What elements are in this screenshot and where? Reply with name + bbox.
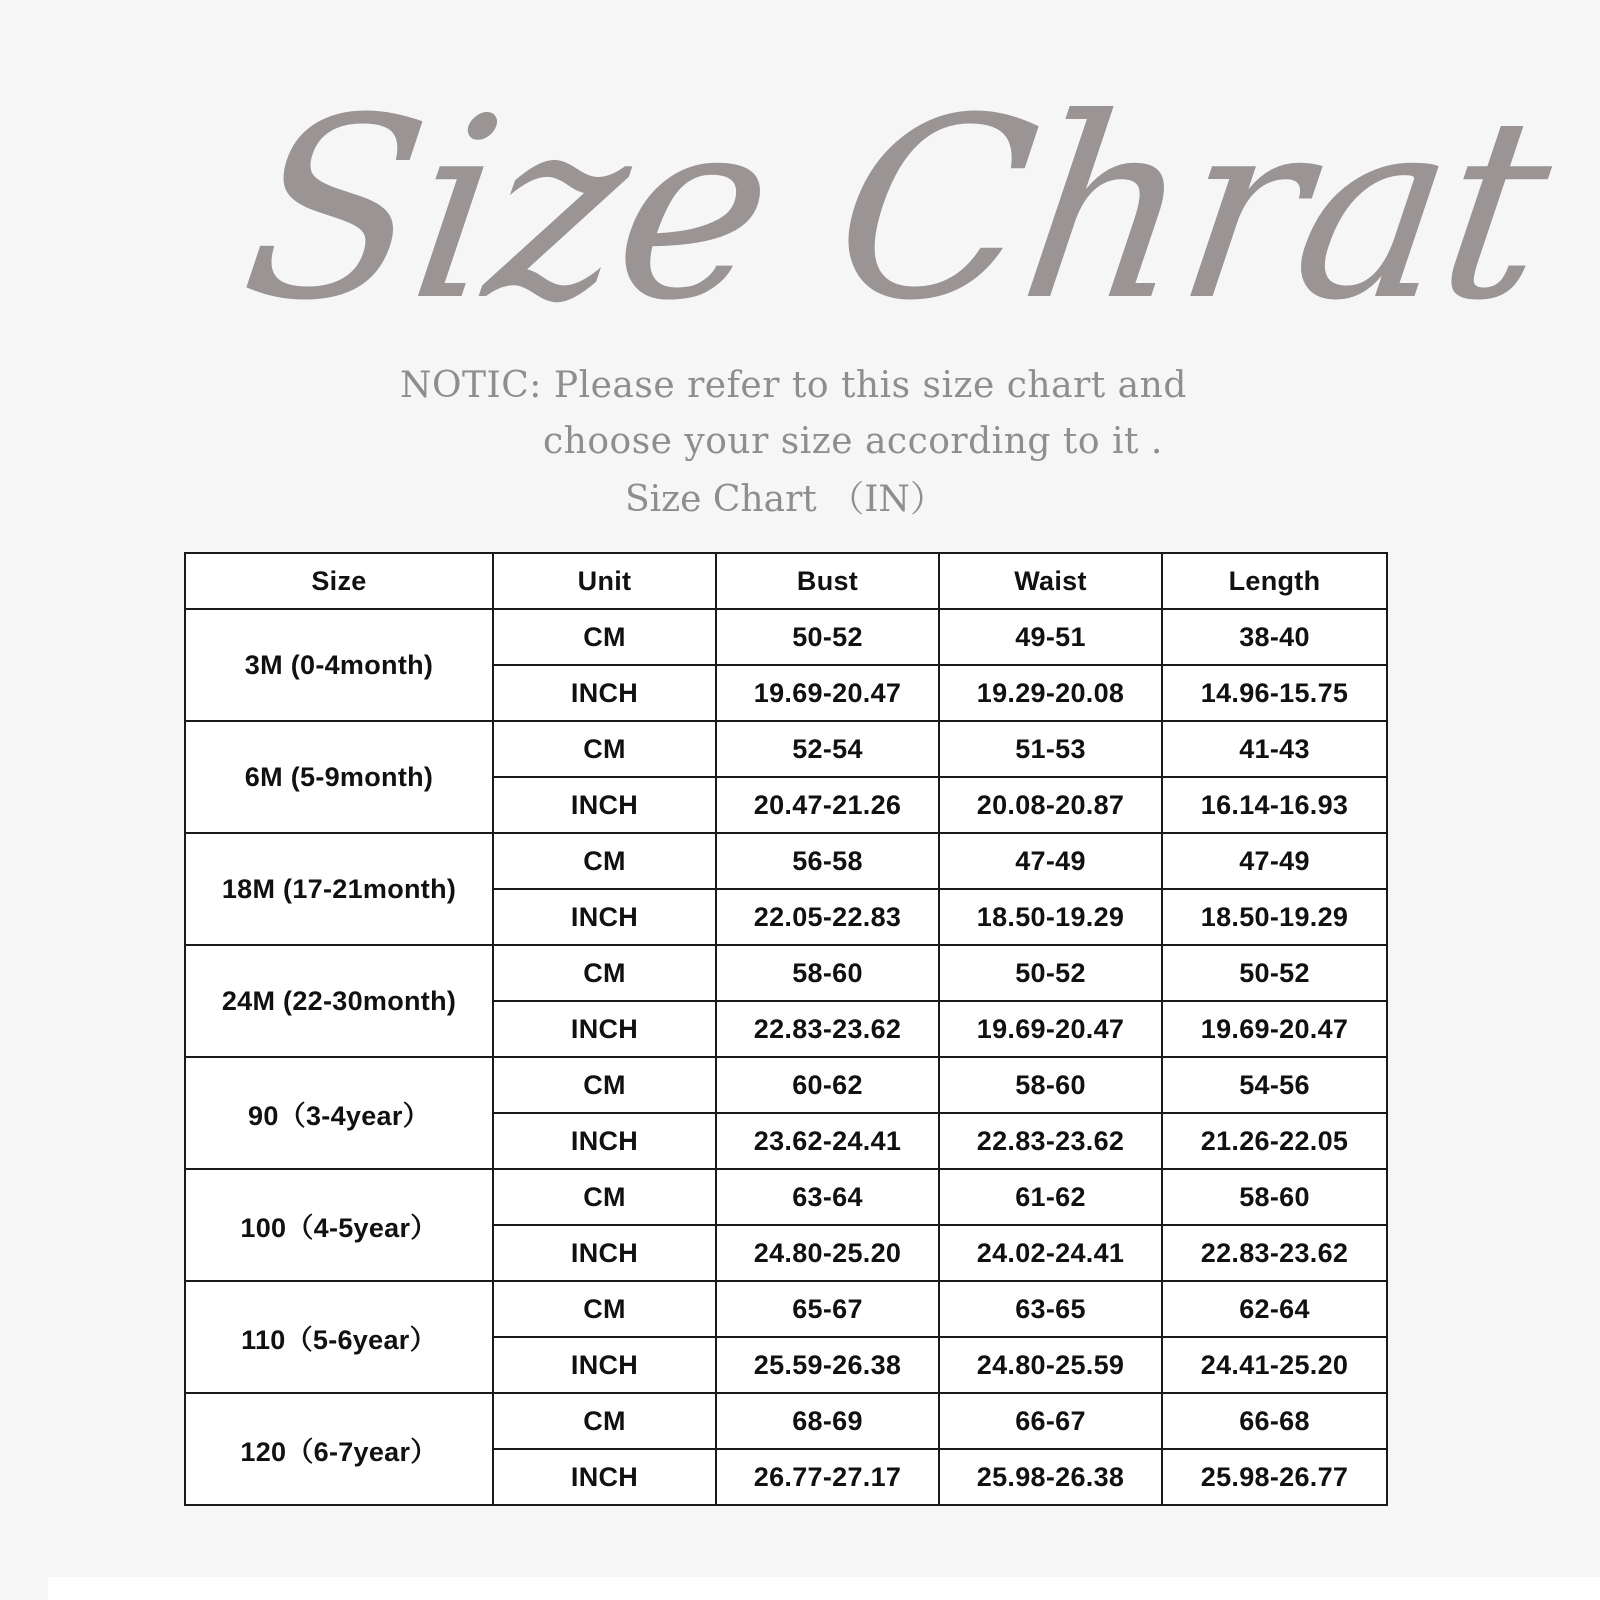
bust-cell: 22.05-22.83 (716, 889, 939, 945)
waist-cell: 18.50-19.29 (939, 889, 1162, 945)
length-cell: 58-60 (1162, 1169, 1387, 1225)
page-title: Size Chrat (229, 64, 1563, 355)
unit-cell: INCH (493, 1001, 716, 1057)
length-cell: 47-49 (1162, 833, 1387, 889)
length-cell: 14.96-15.75 (1162, 665, 1387, 721)
length-cell: 25.98-26.77 (1162, 1449, 1387, 1505)
bust-cell: 24.80-25.20 (716, 1225, 939, 1281)
waist-cell: 63-65 (939, 1281, 1162, 1337)
waist-cell: 19.69-20.47 (939, 1001, 1162, 1057)
size-cell: 120（6-7year） (185, 1393, 493, 1505)
bust-cell: 20.47-21.26 (716, 777, 939, 833)
length-cell: 21.26-22.05 (1162, 1113, 1387, 1169)
table-body (185, 609, 1387, 1505)
bust-cell: 65-67 (716, 1281, 939, 1337)
length-cell: 54-56 (1162, 1057, 1387, 1113)
header-unit: Unit (493, 553, 716, 609)
unit-cell: CM (493, 721, 716, 777)
notice-line-1: NOTIC: Please refer to this size chart and (400, 365, 1187, 406)
size-cell: 18M (17-21month) (185, 833, 493, 945)
size-cell: 110（5-6year） (185, 1281, 493, 1393)
unit-cell: INCH (493, 1113, 716, 1169)
table-row (185, 945, 1387, 1001)
header-bust: Bust (716, 553, 939, 609)
size-cell: 3M (0-4month) (185, 609, 493, 721)
waist-cell: 49-51 (939, 609, 1162, 665)
waist-cell: 66-67 (939, 1393, 1162, 1449)
waist-cell: 22.83-23.62 (939, 1113, 1162, 1169)
waist-cell: 50-52 (939, 945, 1162, 1001)
table-row (185, 609, 1387, 665)
length-cell: 41-43 (1162, 721, 1387, 777)
bust-cell: 23.62-24.41 (716, 1113, 939, 1169)
waist-cell: 58-60 (939, 1057, 1162, 1113)
bottom-white-band (48, 1577, 1600, 1600)
waist-cell: 25.98-26.38 (939, 1449, 1162, 1505)
bust-cell: 19.69-20.47 (716, 665, 939, 721)
length-cell: 18.50-19.29 (1162, 889, 1387, 945)
bust-cell: 22.83-23.62 (716, 1001, 939, 1057)
unit-cell: INCH (493, 889, 716, 945)
length-cell: 38-40 (1162, 609, 1387, 665)
unit-cell: INCH (493, 1449, 716, 1505)
waist-cell: 51-53 (939, 721, 1162, 777)
table-row (185, 833, 1387, 889)
length-cell: 66-68 (1162, 1393, 1387, 1449)
waist-cell: 20.08-20.87 (939, 777, 1162, 833)
bust-cell: 58-60 (716, 945, 939, 1001)
table-row (185, 1393, 1387, 1449)
length-cell: 62-64 (1162, 1281, 1387, 1337)
bust-cell: 68-69 (716, 1393, 939, 1449)
waist-cell: 24.80-25.59 (939, 1337, 1162, 1393)
bust-cell: 56-58 (716, 833, 939, 889)
bust-cell: 60-62 (716, 1057, 939, 1113)
size-cell: 24M (22-30month) (185, 945, 493, 1057)
header-length: Length (1162, 553, 1387, 609)
bust-cell: 52-54 (716, 721, 939, 777)
bust-cell: 63-64 (716, 1169, 939, 1225)
bust-cell: 25.59-26.38 (716, 1337, 939, 1393)
unit-cell: INCH (493, 1225, 716, 1281)
table-row (185, 1169, 1387, 1225)
length-cell: 22.83-23.62 (1162, 1225, 1387, 1281)
length-cell: 24.41-25.20 (1162, 1337, 1387, 1393)
unit-cell: CM (493, 1393, 716, 1449)
length-cell: 50-52 (1162, 945, 1387, 1001)
header-size: Size (185, 553, 493, 609)
length-cell: 19.69-20.47 (1162, 1001, 1387, 1057)
size-cell: 90（3-4year） (185, 1057, 493, 1169)
unit-cell: INCH (493, 1337, 716, 1393)
notice-line-2: choose your size according to it . (543, 421, 1163, 462)
unit-cell: CM (493, 609, 716, 665)
table-row (185, 1057, 1387, 1113)
unit-cell: CM (493, 833, 716, 889)
table-header (185, 553, 1387, 609)
waist-cell: 24.02-24.41 (939, 1225, 1162, 1281)
waist-cell: 19.29-20.08 (939, 665, 1162, 721)
waist-cell: 47-49 (939, 833, 1162, 889)
table-row (185, 1281, 1387, 1337)
unit-cell: INCH (493, 665, 716, 721)
size-cell: 100（4-5year） (185, 1169, 493, 1281)
size-cell: 6M (5-9month) (185, 721, 493, 833)
unit-cell: CM (493, 1281, 716, 1337)
unit-cell: CM (493, 1057, 716, 1113)
unit-cell: CM (493, 945, 716, 1001)
size-notice (400, 358, 1187, 470)
table-subtitle: Size Chart （IN） (625, 479, 946, 520)
bust-cell: 50-52 (716, 609, 939, 665)
size-chart-table (184, 552, 1388, 1506)
length-cell: 16.14-16.93 (1162, 777, 1387, 833)
bust-cell: 26.77-27.17 (716, 1449, 939, 1505)
table-header-row (185, 553, 1387, 609)
waist-cell: 61-62 (939, 1169, 1162, 1225)
unit-cell: CM (493, 1169, 716, 1225)
unit-cell: INCH (493, 777, 716, 833)
table-row (185, 721, 1387, 777)
header-waist: Waist (939, 553, 1162, 609)
